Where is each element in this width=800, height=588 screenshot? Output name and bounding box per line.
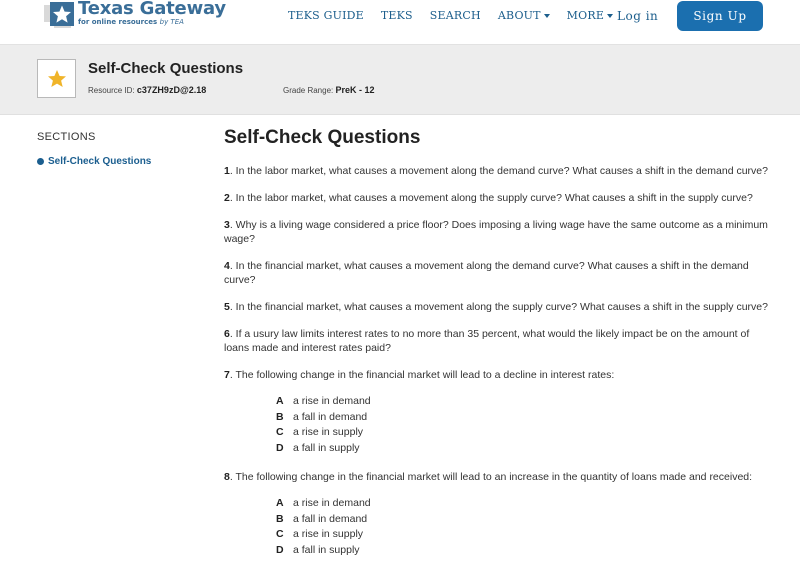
sidebar-item-label: Self-Check Questions [48, 156, 152, 167]
main-content [224, 126, 769, 572]
logo-title: Texas Gateway [78, 0, 226, 19]
nav-teks[interactable]: TEKS [380, 9, 413, 22]
question-1: 1. In the labor market, what causes a movement along the demand curve? What causes a shift in the demand curve? [224, 165, 768, 177]
resource-title: Self-Check Questions [88, 60, 244, 77]
bullet-dot-icon [37, 158, 44, 165]
question-8: 8. The following change in the financial market will lead to an increase in the quantity of loans made and received: [224, 471, 753, 483]
question-8-choices [276, 496, 769, 558]
choice-item: D a fall in supply [276, 441, 360, 454]
login-link[interactable]: Log in [617, 9, 659, 23]
question-3: 3. Why is a living wage considered a price floor? Does imposing a living wage have the same outcome as a minimum wage? [224, 219, 768, 245]
resource-banner [0, 45, 800, 115]
question-4: 4. In the financial market, what causes a movement along the demand curve? What causes a shift in the demand curve? [224, 260, 749, 286]
nav-about[interactable]: ABOUT [498, 9, 550, 22]
question-5: 5. In the financial market, what causes a movement along the supply curve? What causes a shift in the supply curve? [224, 301, 768, 313]
question-7-choices [276, 394, 769, 456]
main-nav [288, 9, 630, 22]
favorite-button[interactable] [37, 59, 76, 98]
star-icon [47, 69, 67, 89]
texas-star-icon [44, 2, 74, 30]
resource-id: Resource ID: c37ZH9zD@2.18 [88, 85, 207, 95]
logo-subtitle: for online resources by TEA [78, 18, 184, 26]
nav-more[interactable]: MORE [567, 9, 613, 22]
choice-item: A a rise in demand [276, 497, 371, 509]
question-2: 2. In the labor market, what causes a movement along the supply curve? What causes a shift in the supply curve? [224, 192, 753, 204]
page-title: Self-Check Questions [224, 127, 421, 148]
choice-item: D a fall in supply [276, 543, 360, 556]
top-navigation-bar [0, 0, 800, 45]
choice-item: B a fall in demand [276, 410, 368, 423]
question-7: 7. The following change in the financial market will lead to a decline in interest rates: [224, 369, 615, 381]
chevron-down-icon [607, 14, 613, 18]
nav-teks-guide[interactable]: TEKS GUIDE [288, 9, 364, 22]
nav-search[interactable]: SEARCH [429, 9, 481, 22]
grade-range: Grade Range: PreK - 12 [283, 85, 375, 95]
choice-item: C a rise in supply [276, 528, 364, 540]
chevron-down-icon [544, 14, 550, 18]
question-6: 6. If a usury law limits interest rates to no more than 35 percent, what would the likely impact be on the amount of loans made and interest rates paid? [224, 328, 750, 354]
texas-gateway-logo[interactable] [44, 0, 226, 34]
sign-up-button[interactable]: Sign Up [677, 1, 763, 31]
choice-item: B a fall in demand [276, 512, 368, 525]
choice-item: A a rise in demand [276, 395, 371, 407]
sections-heading: SECTIONS [37, 131, 96, 143]
sidebar-item-self-check-questions[interactable] [37, 156, 151, 167]
choice-item: C a rise in supply [276, 426, 364, 438]
